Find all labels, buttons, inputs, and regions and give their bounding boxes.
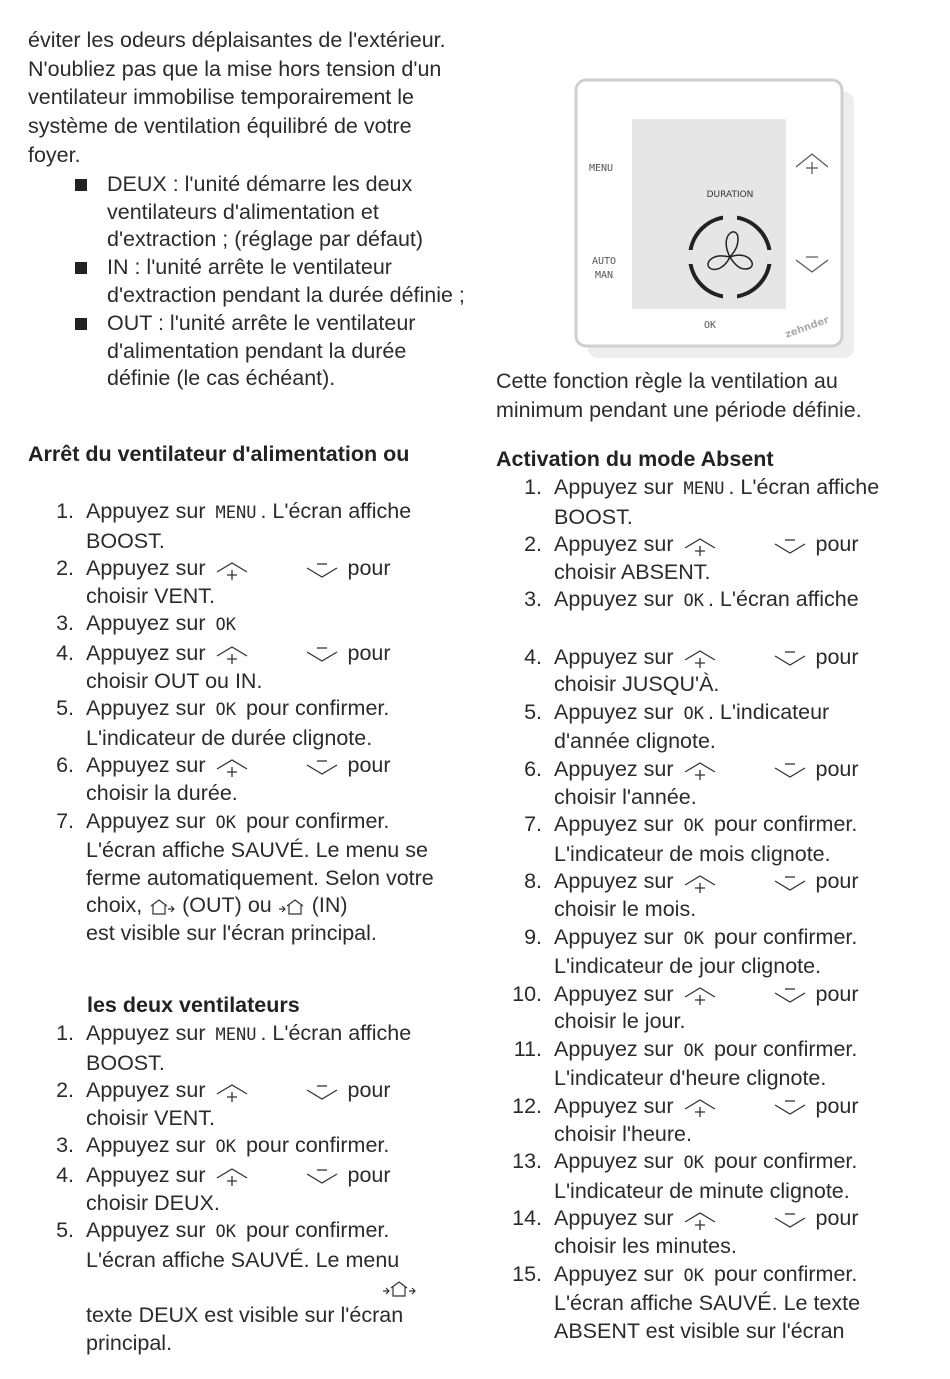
bullet-square-icon [75,179,87,191]
steps-absent [496,474,916,1345]
down-minus-icon [772,983,808,1007]
step: 12. Appuyez sur pour choisir l'heure. [512,1094,859,1146]
step: 8. Appuyez sur pour choisir le mois. [524,869,859,921]
step: 2. Appuyez sur pour choisir VENT. [56,1078,391,1130]
brand-logo: zehnder [783,314,831,341]
intro-paragraph: éviter les odeurs déplaisantes de l'extérieur. N'oubliez pas que la mise hors tension d'un ventilateur immobilise temporairement le système de ventilation équilibré de votre foyer. [28,28,446,167]
step: 11. Appuyez sur OK pour confirmer. L'indicateur d'heure clignote. [513,1036,858,1091]
down-minus-icon [772,871,808,895]
auto-label: AUTO [591,256,617,267]
up-plus-icon [682,983,718,1007]
up-plus-icon [682,534,718,558]
step: 3. Appuyez sur OK . L'écran affiche [524,587,859,612]
step: 2. Appuyez sur pour choisir ABSENT. [524,532,859,584]
step: 7. Appuyez sur OK pour confirmer. L'écran affiche SAUVÉ. Le menu se ferme automatiquement. Selon votre choix, (OUT) ou (IN) est visible sur l'écran principal. [56,808,434,945]
menu-label: MENU [589,163,614,174]
house-out-icon [148,897,176,917]
step: 4. Appuyez sur pour choisir DEUX. [56,1162,391,1215]
step: 4. Appuyez sur pour choisir JUSQU'À. [524,644,859,697]
step: 9. Appuyez sur OK pour confirmer. L'indicateur de jour clignote. [524,924,858,979]
up-plus-icon [682,758,718,782]
step: 2. Appuyez sur pour choisir VENT. [56,556,391,608]
step: 3. Appuyez sur OK [56,611,236,636]
step: 14. Appuyez sur pour choisir les minutes. [512,1206,859,1259]
step: 1. Appuyez sur MENU . L'écran affiche BOOST. [524,475,880,529]
step: 10. Appuyez sur pour choisir le jour. [512,981,859,1034]
step: 13. Appuyez sur OK pour confirmer. L'indicateur de minute clignote. [512,1149,858,1203]
bullet-square-icon [75,318,87,330]
duration-label: DURATION [706,190,754,200]
control-panel-illustration [570,74,860,364]
step: 15. Appuyez sur OK pour confirmer. L'écran affiche SAUVÉ. Le texte ABSENT est visible sur l'écran [512,1261,861,1343]
step: 1. Appuyez sur MENU . L'écran affiche BOOST. [56,1021,412,1075]
step: 5. Appuyez sur OK pour confirmer. L'écran affiche SAUVÉ. Le menu texte DEUX est visible sur l'écran principal. [28,1217,468,1357]
down-minus-icon [304,558,340,582]
bullet-square-icon [75,262,87,274]
up-plus-icon [682,871,718,895]
step: 1. Appuyez sur MENU . L'écran affiche BOOST. [56,499,412,553]
down-minus-icon [772,758,808,782]
down-minus-icon [304,642,340,666]
up-plus-icon [682,646,718,670]
steps-both-fans [28,1020,468,1357]
down-minus-icon [304,755,340,779]
house-in-out-icon [382,1279,418,1299]
up-plus-icon [214,755,250,779]
step: 6. Appuyez sur pour choisir la durée. [56,753,391,805]
step: 5. Appuyez sur OK pour confirmer. L'indicateur de durée clignote. [56,696,390,750]
up-plus-icon [682,1208,718,1232]
section-heading-absent: Activation du mode Absent [496,447,774,471]
up-plus-icon [214,1164,250,1188]
down-minus-icon [304,1080,340,1104]
step: 6. Appuyez sur pour choisir l'année. [524,756,859,809]
step: 5. Appuyez sur OK . L'indicateur d'année clignote. [524,699,830,754]
up-plus-icon [214,1080,250,1104]
house-in-icon [278,897,306,917]
ok-label: OK [703,320,717,331]
down-minus-icon [772,1208,808,1232]
man-label: MAN [594,270,614,281]
up-plus-icon [214,558,250,582]
down-minus-icon [772,646,808,670]
down-minus-icon [772,534,808,558]
up-plus-icon [214,642,250,666]
bullet-deux: DEUX : l'unité démarre les deux ventilateurs d'alimentation et d'extraction ; (réglage par défaut) [75,171,475,254]
bullet-in: IN : l'unité arrête le ventilateur d'extraction pendant la durée définie ; [75,254,475,309]
step: 3. Appuyez sur OK pour confirmer. [56,1133,390,1158]
steps-stop-fan [28,498,468,948]
function-caption: Cette fonction règle la ventilation au minimum pendant une période définie. [496,369,862,422]
mode-bullet-list [75,171,475,393]
down-minus-icon [772,1095,808,1119]
bullet-out: OUT : l'unité arrête le ventilateur d'alimentation pendant la durée définie (le cas échéant). [75,310,475,393]
section-heading-stop-fan: Arrêt du ventilateur d'alimentation ou [28,442,410,466]
step: 4. Appuyez sur pour choisir OUT ou IN. [56,640,391,693]
up-plus-icon [682,1095,718,1119]
step: 7. Appuyez sur OK pour confirmer. L'indicateur de mois clignote. [524,812,858,866]
down-minus-icon [304,1164,340,1188]
section-heading-both-fans: les deux ventilateurs [87,993,300,1017]
